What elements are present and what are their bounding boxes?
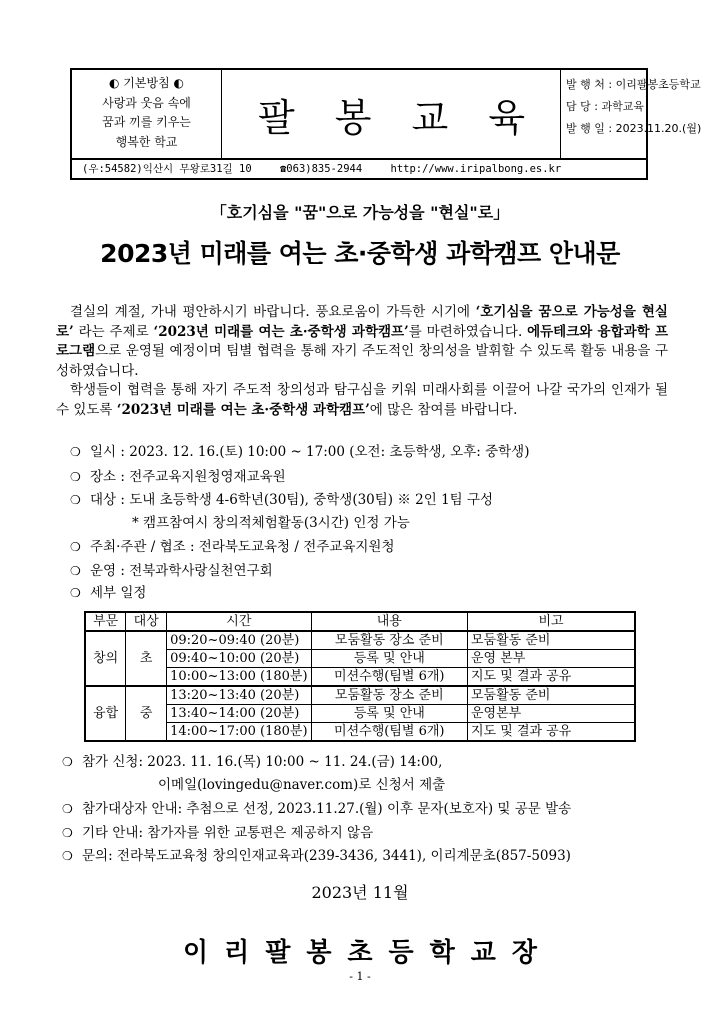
document-date: 2023년 11월 (311, 883, 409, 902)
info-text: 운영 : 전북과학사랑실천연구회 (90, 563, 273, 579)
time-cell: 10:00~13:00 (180분) (167, 668, 311, 687)
target-cell: 초 (126, 631, 167, 686)
school-phone: ☎063)835-2944 (279, 163, 363, 175)
intro-emphasis: ‘호기심을 꿈으로 가능성을 현실로’ (56, 304, 668, 340)
info-text: * 캠프참여시 창의적체험활동(3시간) 인정 가능 (132, 515, 410, 531)
table-row (85, 686, 635, 705)
motto-line: 사랑과 웃음 속에 (102, 95, 191, 110)
time-cell: 09:20~09:40 (20분) (167, 631, 311, 650)
apply-contact (62, 846, 682, 866)
schedule-table (84, 611, 636, 742)
info-operation (70, 561, 670, 581)
bullet-icon: ❍ (70, 564, 81, 578)
bullet-icon: ❍ (62, 849, 73, 863)
intro-text-segment: 결실의 계절, 가내 평안하시기 바랍니다. 풍요로움이 가득한 시기에 (70, 304, 476, 320)
column-header: 내용 (311, 612, 467, 631)
column-header: 시간 (167, 612, 311, 631)
content-cell: 등록 및 안내 (311, 650, 467, 668)
info-text: 장소 : 전주교육지원청영재교육원 (90, 469, 286, 485)
bullet-icon: ❍ (70, 470, 81, 484)
intro-emphasis: 에듀테크와 융합과학 프로그램 (56, 323, 668, 360)
content-cell: 모둠활동 장소 준비 (311, 631, 467, 650)
intro-text-segment: 학생들이 협력을 통해 자기 주도적 창의성과 탐구심을 키워 미래사회를 이끌어 나갈 국가의 인재가 될 수 있도록 (56, 382, 668, 418)
intro-paragraph (56, 303, 668, 381)
bullet-icon: ❍ (70, 586, 81, 600)
intro-paragraph (56, 381, 668, 420)
intro-text-segment: 라는 주제로 (73, 323, 154, 340)
subtitle: 「호기심을 "꿈"으로 가능성을 "현실"로」 (210, 203, 510, 222)
publisher: 발 행 처 : 이리팔봉초등학교 (566, 78, 701, 91)
intro-text-segment: 에 많은 참여를 바랍니다. (369, 401, 518, 418)
bullet-icon: ❍ (70, 540, 81, 554)
info-target (70, 490, 670, 510)
intro-text (56, 303, 668, 421)
content-cell: 미션수행(팀별 6개) (311, 723, 467, 742)
school-motto (72, 70, 222, 158)
column-header: 부문 (85, 612, 126, 631)
intro-emphasis: ‘2023년 미래를 여는 초·중학생 과학캠프’ (153, 323, 409, 340)
school-website[interactable]: http://www.iripalbong.es.kr (390, 163, 562, 175)
time-cell: 14:00~17:00 (180분) (167, 723, 311, 742)
info-host (70, 537, 670, 557)
apply-text: 참가대상자 안내: 추첨으로 선정, 2023.11.27.(월) 이후 문자(보호자) 및 공문 발송 (82, 801, 572, 817)
content-cell: 미션수행(팀별 6개) (311, 668, 467, 687)
masthead (70, 68, 702, 160)
info-text: 주최·주관 / 협조 : 전라북도교육청 / 전주교육지원청 (90, 539, 395, 555)
apply-other (62, 823, 682, 843)
publish-date: 발 행 일 : 2023.11.20.(월) (566, 122, 702, 135)
bullet-icon: ❍ (62, 802, 73, 816)
apply-text: 문의: 전라북도교육청 창의인재교육과(239-3436, 3441), 이리계문초(857-5093) (82, 848, 571, 864)
table-row (85, 723, 635, 742)
note-cell: 운영 본부 (468, 650, 636, 668)
content-cell: 등록 및 안내 (311, 705, 467, 723)
table-row (85, 705, 635, 723)
table-row (85, 631, 635, 650)
intro-emphasis: ‘2023년 미래를 여는 초·중학생 과학캠프’ (116, 401, 370, 418)
address-bar (70, 160, 648, 180)
apply-notice (62, 799, 682, 819)
bullet-icon: ❍ (70, 493, 81, 507)
target-cell: 중 (126, 686, 167, 741)
content-cell: 모둠활동 장소 준비 (311, 686, 467, 705)
time-cell: 09:40~10:00 (20분) (167, 650, 311, 668)
info-text: 세부 일정 (90, 585, 147, 601)
note-cell: 모둠활동 준비 (468, 686, 636, 705)
apply-signup-cont (62, 775, 682, 795)
apply-text: 이메일(lovingedu@naver.com)로 신청서 제출 (158, 777, 446, 793)
school-address: (우:54582)익산시 무왕로31길 10 (82, 163, 252, 175)
bullet-icon: ❍ (62, 755, 73, 769)
motto-line: 꿈과 끼를 키우는 (102, 115, 191, 129)
bullet-icon: ❍ (62, 826, 73, 840)
info-place (70, 467, 670, 487)
note-cell: 지도 및 결과 공유 (468, 723, 636, 742)
table-header-row (85, 612, 635, 631)
intro-text-segment: 으로 운영될 예정이며 팀별 협력을 통해 자기 주도적인 창의성을 발휘할 수 있도록 활동 내용을 구성하였습니다. (56, 343, 668, 379)
column-header: 비고 (468, 612, 636, 631)
time-cell: 13:20~13:40 (20분) (167, 686, 311, 705)
note-cell: 운영본부 (468, 705, 636, 723)
info-text: 일시 : 2023. 12. 16.(토) 10:00 ~ 17:00 (오전: 초등학생, 오후: 중학생) (90, 444, 530, 460)
table-row (85, 668, 635, 687)
page-title: 2023년 미래를 여는 초·중학생 과학캠프 안내문 (100, 239, 620, 268)
info-schedule-title (70, 583, 670, 603)
principal-signature: 이리팔봉초등학교장 (182, 938, 554, 968)
department: 담 당 : 과학교육 (566, 100, 644, 113)
newsletter-title: 팔 봉 교 육 (223, 70, 561, 158)
column-header: 대상 (126, 612, 167, 631)
info-date (70, 442, 670, 462)
division-cell: 융합 (85, 686, 126, 741)
note-cell: 지도 및 결과 공유 (468, 668, 636, 687)
page-number: - 1 - (349, 970, 371, 983)
apply-signup (62, 752, 682, 772)
bullet-icon: ❍ (70, 445, 81, 459)
table-row (85, 650, 635, 668)
info-target-note (70, 513, 670, 533)
motto-title: ◐ 기본방침 ◐ (109, 76, 184, 90)
apply-text: 참가 신청: 2023. 11. 16.(목) 10:00 ~ 11. 24.(금) 14:00, (82, 754, 443, 770)
intro-text-segment: 를 마련하였습니다. (408, 323, 528, 340)
apply-text: 기타 안내: 참가자를 위한 교통편은 제공하지 않음 (82, 825, 374, 841)
publication-info (562, 74, 702, 158)
division-cell: 창의 (85, 631, 126, 686)
time-cell: 13:40~14:00 (20분) (167, 705, 311, 723)
info-text: 대상 : 도내 초등학생 4-6학년(30팀), 중학생(30팀) ※ 2인 1팀 구성 (90, 492, 494, 508)
motto-line: 행복한 학교 (115, 134, 178, 149)
note-cell: 모둠활동 준비 (468, 631, 636, 650)
